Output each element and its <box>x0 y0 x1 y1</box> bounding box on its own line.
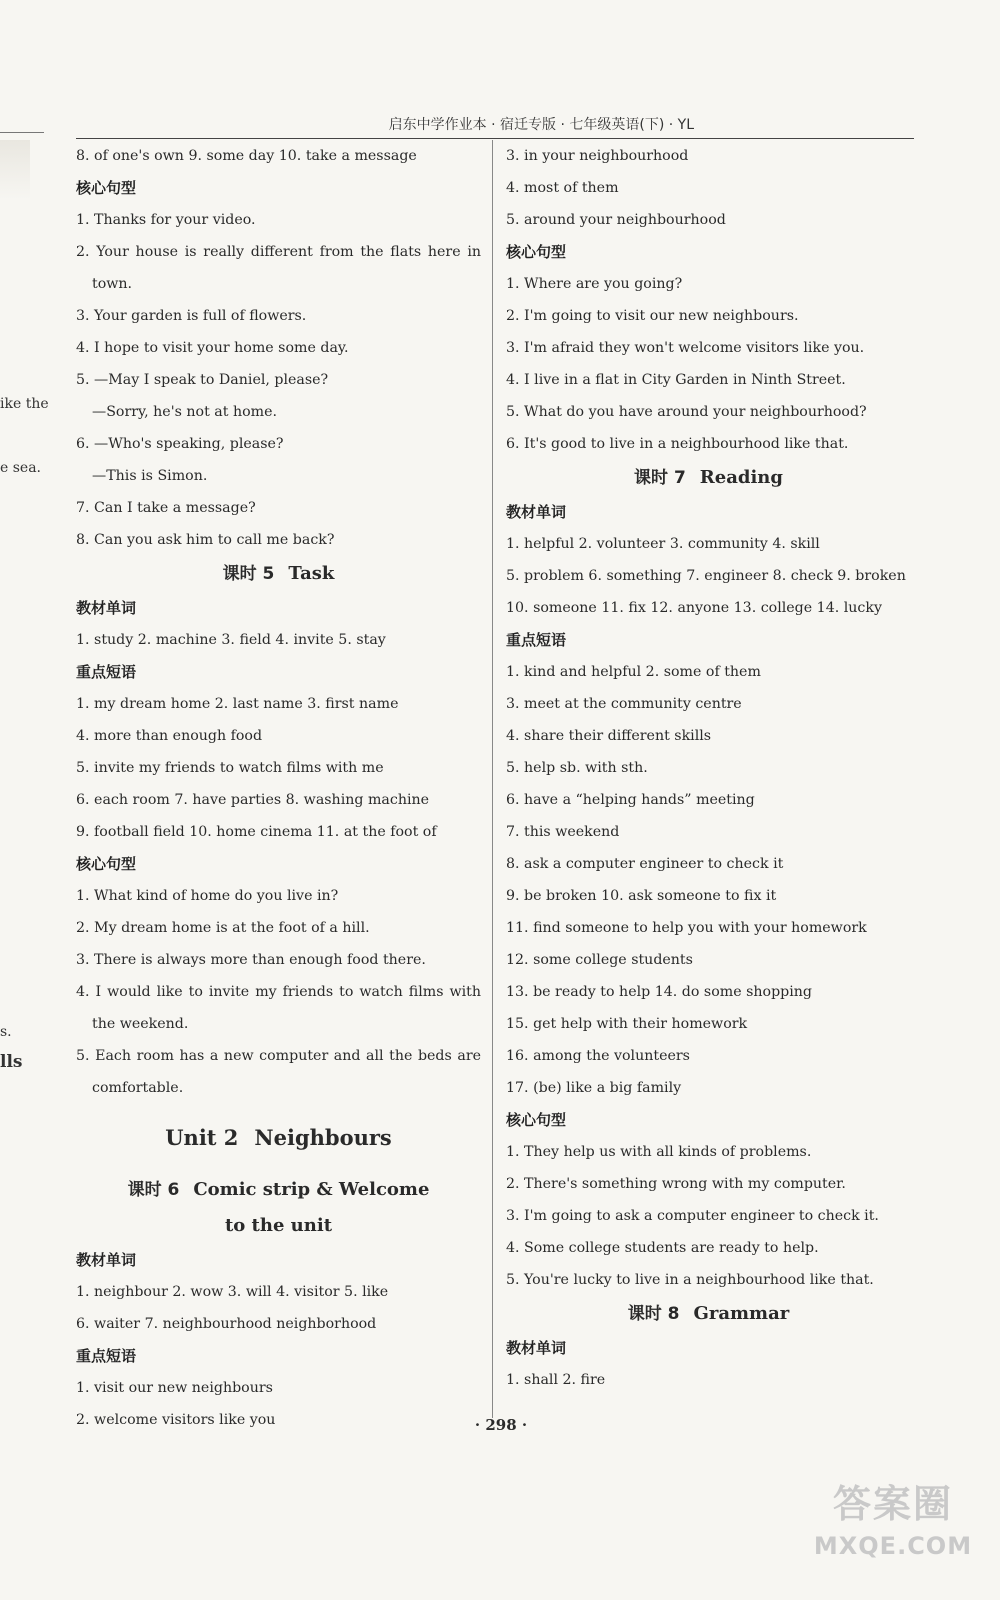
answer-line: 1. study 2. machine 3. field 4. invite 5. stay <box>76 632 386 648</box>
answer-line: 1. kind and helpful 2. some of them <box>506 664 761 680</box>
lesson-name: Comic strip & Welcome <box>193 1179 430 1200</box>
lesson-name: Task <box>288 563 335 584</box>
lesson-number: 课时 5 <box>222 564 275 584</box>
answer-line: 5. You're lucky to live in a neighbourhood like that. <box>506 1272 874 1288</box>
answer-line: 4. most of them <box>506 180 619 196</box>
answer-line: 4. I live in a flat in City Garden in Ninth Street. <box>506 372 846 388</box>
answer-line: 11. find someone to help you with your homework <box>506 920 867 936</box>
scan-edge-mark <box>0 92 44 133</box>
answer-line: 5. help sb. with sth. <box>506 760 648 776</box>
answer-line: 4. Some college students are ready to help. <box>506 1240 819 1256</box>
lesson-name: Reading <box>699 467 783 488</box>
lesson-number: 课时 6 <box>127 1180 180 1200</box>
header-title: 启东中学作业本 · 宿迁专版 · 七年级英语(下) · YL <box>388 117 694 133</box>
answer-line: 4. share their different skills <box>506 728 712 744</box>
section-heading: 核心句型 <box>506 243 567 261</box>
edge-fragment: e sea. <box>0 460 42 476</box>
answer-line: 5. around your neighbourhood <box>506 212 726 228</box>
answer-line: 6. —Who's speaking, please? <box>76 436 284 452</box>
answer-line: 6. have a “helping hands” meeting <box>506 792 755 808</box>
answer-line: 2. There's something wrong with my computer. <box>506 1176 846 1192</box>
section-heading: 教材单词 <box>506 1339 567 1357</box>
column-divider <box>492 140 493 1418</box>
page-number: · 298 · <box>474 1416 528 1434</box>
answer-line: town. <box>92 276 133 292</box>
answer-line: 1. They help us with all kinds of problems. <box>506 1144 812 1160</box>
answer-line: 1. shall 2. fire <box>506 1372 606 1388</box>
answer-line: —This is Simon. <box>92 468 208 484</box>
lesson-title <box>506 1296 911 1332</box>
section-heading: 教材单词 <box>76 1251 137 1269</box>
watermark-logo <box>808 1478 978 1578</box>
answer-line: 3. Your garden is full of flowers. <box>76 308 307 324</box>
section-heading: 核心句型 <box>76 179 137 197</box>
section-heading: 教材单词 <box>506 503 567 521</box>
unit-name: Neighbours <box>254 1125 392 1150</box>
edge-fragment: lls <box>0 1052 23 1072</box>
answer-line: 2. Your house is really different from the flats here in <box>76 244 481 260</box>
answer-line: 1. visit our new neighbours <box>76 1380 273 1396</box>
section-heading: 核心句型 <box>506 1111 567 1129</box>
unit-number: Unit 2 <box>165 1125 239 1150</box>
answer-line: 16. among the volunteers <box>506 1048 690 1064</box>
section-heading: 教材单词 <box>76 599 137 617</box>
answer-line: 4. I hope to visit your home some day. <box>76 340 349 356</box>
section-heading: 重点短语 <box>76 663 137 681</box>
answer-line: 4. more than enough food <box>76 728 263 744</box>
lesson-title-continued: to the unit <box>224 1215 333 1236</box>
answer-line: 3. meet at the community centre <box>506 696 742 712</box>
answer-line: 3. in your neighbourhood <box>506 148 689 164</box>
answer-line: 8. of one's own 9. some day 10. take a message <box>76 148 417 164</box>
watermark-url: MXQE.COM <box>813 1532 973 1560</box>
answer-line: 7. Can I take a message? <box>76 500 256 516</box>
answer-line: 6. waiter 7. neighbourhood neighborhood <box>76 1316 377 1332</box>
answer-line: 5. invite my friends to watch films with me <box>76 760 384 776</box>
answer-line: 1. helpful 2. volunteer 3. community 4. skill <box>506 536 820 552</box>
edge-fragment: s. <box>0 1024 12 1040</box>
answer-line: 8. Can you ask him to call me back? <box>76 532 335 548</box>
answer-line: —Sorry, he's not at home. <box>92 404 277 420</box>
answer-line: 1. Where are you going? <box>506 276 683 292</box>
lesson-title <box>76 1172 481 1208</box>
unit-title <box>76 1104 481 1172</box>
answer-line: 1. What kind of home do you live in? <box>76 888 339 904</box>
answer-line: 13. be ready to help 14. do some shopping <box>506 984 812 1000</box>
answer-line: 3. I'm afraid they won't welcome visitors like you. <box>506 340 865 356</box>
answer-line: 6. each room 7. have parties 8. washing machine <box>76 792 430 808</box>
section-heading: 重点短语 <box>506 631 567 649</box>
answer-line: 10. someone 11. fix 12. anyone 13. college 14. lucky <box>506 600 882 616</box>
answer-line: 2. welcome visitors like you <box>76 1412 276 1428</box>
answer-line: 5. Each room has a new computer and all the beds are <box>76 1048 481 1064</box>
answer-line: 8. ask a computer engineer to check it <box>506 856 784 872</box>
section-heading: 核心句型 <box>76 855 137 873</box>
answer-line: the weekend. <box>92 1016 189 1032</box>
answer-line: 9. be broken 10. ask someone to fix it <box>506 888 777 904</box>
lesson-name: Grammar <box>693 1303 790 1324</box>
scan-edge-smudge <box>0 140 30 200</box>
answer-line: 5. What do you have around your neighbourhood? <box>506 404 867 420</box>
answer-line: 2. My dream home is at the foot of a hill. <box>76 920 370 936</box>
answer-line: 5. —May I speak to Daniel, please? <box>76 372 329 388</box>
answer-line: 1. my dream home 2. last name 3. first name <box>76 696 399 712</box>
right-column <box>506 140 911 1396</box>
edge-fragment: ike the <box>0 396 49 412</box>
page-header <box>76 112 914 139</box>
answer-line: 9. football field 10. home cinema 11. at the foot of <box>76 824 437 840</box>
answer-line: 5. problem 6. something 7. engineer 8. check 9. broken <box>506 568 906 584</box>
answer-line: 7. this weekend <box>506 824 620 840</box>
answer-line: 3. I'm going to ask a computer engineer to check it. <box>506 1208 879 1224</box>
answer-line: 3. There is always more than enough food there. <box>76 952 426 968</box>
watermark-text: 答案圈 <box>832 1482 953 1526</box>
answer-line: 17. (be) like a big family <box>506 1080 682 1096</box>
answer-line: 6. It's good to live in a neighbourhood like that. <box>506 436 849 452</box>
answer-line: 1. Thanks for your video. <box>76 212 256 228</box>
answer-line: comfortable. <box>92 1080 184 1096</box>
lesson-number: 课时 7 <box>634 468 686 488</box>
answer-line: 12. some college students <box>506 952 693 968</box>
answer-line: 4. I would like to invite my friends to watch films with <box>76 984 481 1000</box>
lesson-title <box>506 460 911 496</box>
section-heading: 重点短语 <box>76 1347 137 1365</box>
lesson-title <box>76 556 481 592</box>
lesson-number: 课时 8 <box>627 1304 680 1324</box>
answer-line: 15. get help with their homework <box>506 1016 748 1032</box>
left-column <box>76 140 481 1436</box>
answer-line: 1. neighbour 2. wow 3. will 4. visitor 5. like <box>76 1284 389 1300</box>
answer-line: 2. I'm going to visit our new neighbours. <box>506 308 799 324</box>
